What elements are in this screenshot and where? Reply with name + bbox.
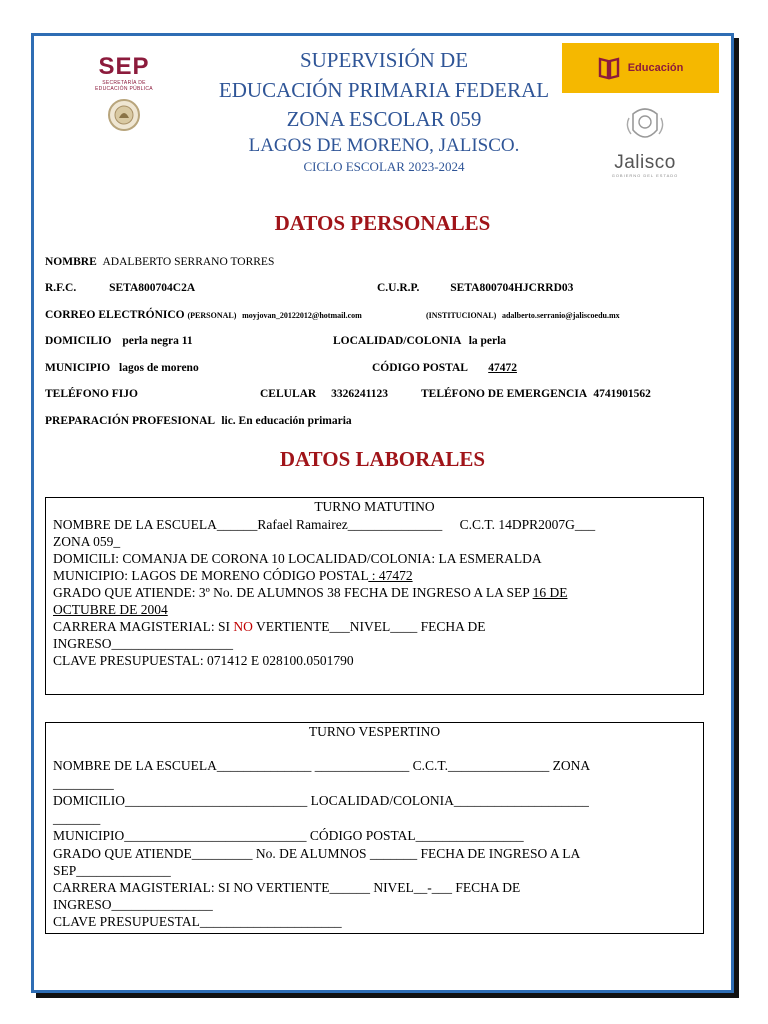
cp-row [372,362,517,374]
rfc-value: SETA800704C2A [109,282,196,294]
book-icon [598,56,620,80]
matutino-cp-value: : 47472 [368,568,413,583]
vespertino-line2: _________ [53,776,114,791]
matutino-grado: GRADO QUE ATIENDE: 3º No. DE ALUMNOS 38 FECHA DE INGRESO A LA SEP [53,585,533,600]
matutino-cp-label: MUNICIPIO: LAGOS DE MORENO CÓDIGO POSTAL [53,568,369,583]
preparacion-label: PREPARACIÓN PROFESIONAL [45,415,215,427]
celular-row [260,388,388,400]
cp-label: CÓDIGO POSTAL [372,362,468,374]
domicilio-label: DOMICILIO [45,335,112,347]
municipio-label: MUNICIPIO [45,362,111,374]
matutino-title: TURNO MATUTINO [314,499,435,514]
vespertino-line9: INGRESO_______________ [53,897,213,912]
matutino-line2: ZONA 059_ [53,534,121,549]
matutino-line7 [53,618,485,635]
correo-label: CORREO ELECTRÓNICO [45,309,185,321]
jalisco-logo-text: Jalisco [614,152,676,173]
correo-inst-value: adalberto.serranio@jaliscoedu.mx [501,311,620,320]
matutino-line6: OCTUBRE DE 2004 [53,602,168,617]
rfc-row [45,282,195,294]
vespertino-line3: DOMICILIO___________________________ LOCALIDAD/COLONIA____________________ [53,793,589,808]
matutino-cct: C.C.T. 14DPR2007G___ [459,517,596,532]
jalisco-logo-sub: GOBIERNO DEL ESTADO [611,173,679,178]
matutino-line4 [53,567,413,584]
matutino-fecha-part1: 16 DE [532,585,568,600]
rfc-label: R.F.C. [45,282,77,294]
emergencia-label: TELÉFONO DE EMERGENCIA [421,388,587,400]
telefono-row [45,388,138,400]
matutino-line9: CLAVE PRESUPUESTAL: 071412 E 028100.0501790 [53,653,354,668]
localidad-label: LOCALIDAD/COLONIA [333,335,461,347]
section-title-personal: DATOS PERSONALES [274,211,491,235]
sep-logo-sub1: SECRETARÍA DE [102,80,146,86]
celular-label: CELULAR [260,388,317,400]
section-title-laboral: DATOS LABORALES [279,447,486,471]
mexico-seal-icon [107,98,141,132]
preparacion-value: lic. En educación primaria [221,415,352,427]
vespertino-line8: CARRERA MAGISTERIAL: SI NO VERTIENTE______ NIVEL__-___ FECHA DE [53,880,521,895]
vespertino-line4: _______ [53,811,101,826]
correo-row [45,309,362,321]
correo-inst-label: (INSTITUCIONAL) [426,311,497,320]
municipio-row [45,362,199,374]
sep-logo [89,54,159,137]
matutino-line5 [53,584,567,601]
jalisco-logo [600,104,690,178]
header-title-line3: ZONA ESCOLAR 059 [286,107,482,131]
jalisco-crest-icon [625,104,665,148]
domicilio-value: perla negra 11 [122,335,193,347]
header-title-line1: SUPERVISIÓN DE [299,48,469,72]
matutino-line8: INGRESO__________________ [53,636,234,651]
header-title-line2: EDUCACIÓN PRIMARIA FEDERAL [218,78,550,102]
matutino-vertiente: VERTIENTE___NIVEL____ FECHA DE [252,619,486,634]
localidad-value: la perla [468,335,507,347]
cp-value: 47472 [488,362,517,374]
municipio-value: lagos de moreno [119,362,199,374]
educacion-banner-text: Educación [627,62,684,74]
curp-label: C.U.R.P. [377,282,420,294]
nombre-label: NOMBRE [45,256,97,268]
nombre-row [45,256,274,268]
matutino-carrera-label: CARRERA MAGISTERIAL: SI [53,619,234,634]
telefono-label: TELÉFONO FIJO [45,388,138,400]
vespertino-title: TURNO VESPERTINO [308,724,441,739]
document-frame [31,33,734,993]
correo-personal-value: moyjovan_20122012@hotmail.com [242,311,362,320]
preparacion-row [45,415,352,427]
vespertino-line6: GRADO QUE ATIENDE_________ No. DE ALUMNOS _______ FECHA DE INGRESO A LA [53,846,581,861]
correo-personal-label: (PERSONAL) [187,311,237,320]
matutino-line3: DOMICILI: COMANJA DE CORONA 10 LOCALIDAD/COLONIA: LA ESMERALDA [53,551,542,566]
localidad-row [333,335,506,347]
vespertino-line5: MUNICIPIO___________________________ CÓDIGO POSTAL________________ [53,828,524,843]
emergencia-value: 4741901562 [593,388,651,400]
turno-vespertino-box [45,722,704,934]
emergencia-row [421,388,651,400]
header-title-line5: CICLO ESCOLAR 2023-2024 [303,159,465,174]
nombre-value: ADALBERTO SERRANO TORRES [102,256,275,268]
correo-inst-row [426,309,620,321]
curp-value: SETA800704HJCRRD03 [450,282,574,294]
celular-value: 3326241123 [331,388,388,400]
vespertino-line1: NOMBRE DE LA ESCUELA______________ ______________ C.C.T._______________ ZONA [53,758,591,773]
header-title-line4: LAGOS DE MORENO, JALISCO. [248,135,520,156]
matutino-escuela-value: ______Rafael Ramairez______________ [216,517,443,532]
matutino-carrera-no: NO [233,619,253,634]
sep-logo-sub2: EDUCACIÓN PÚBLICA [95,86,153,92]
vespertino-line10: CLAVE PRESUPUESTAL_____________________ [53,914,342,929]
matutino-escuela-label: NOMBRE DE LA ESCUELA [53,517,217,532]
vespertino-line7: SEP______________ [53,863,171,878]
educacion-banner [562,43,719,93]
turno-matutino-box [45,497,704,695]
sep-logo-text: SEP [98,53,150,80]
curp-row [377,282,573,294]
domicilio-row [45,335,193,347]
matutino-line1 [53,516,595,533]
